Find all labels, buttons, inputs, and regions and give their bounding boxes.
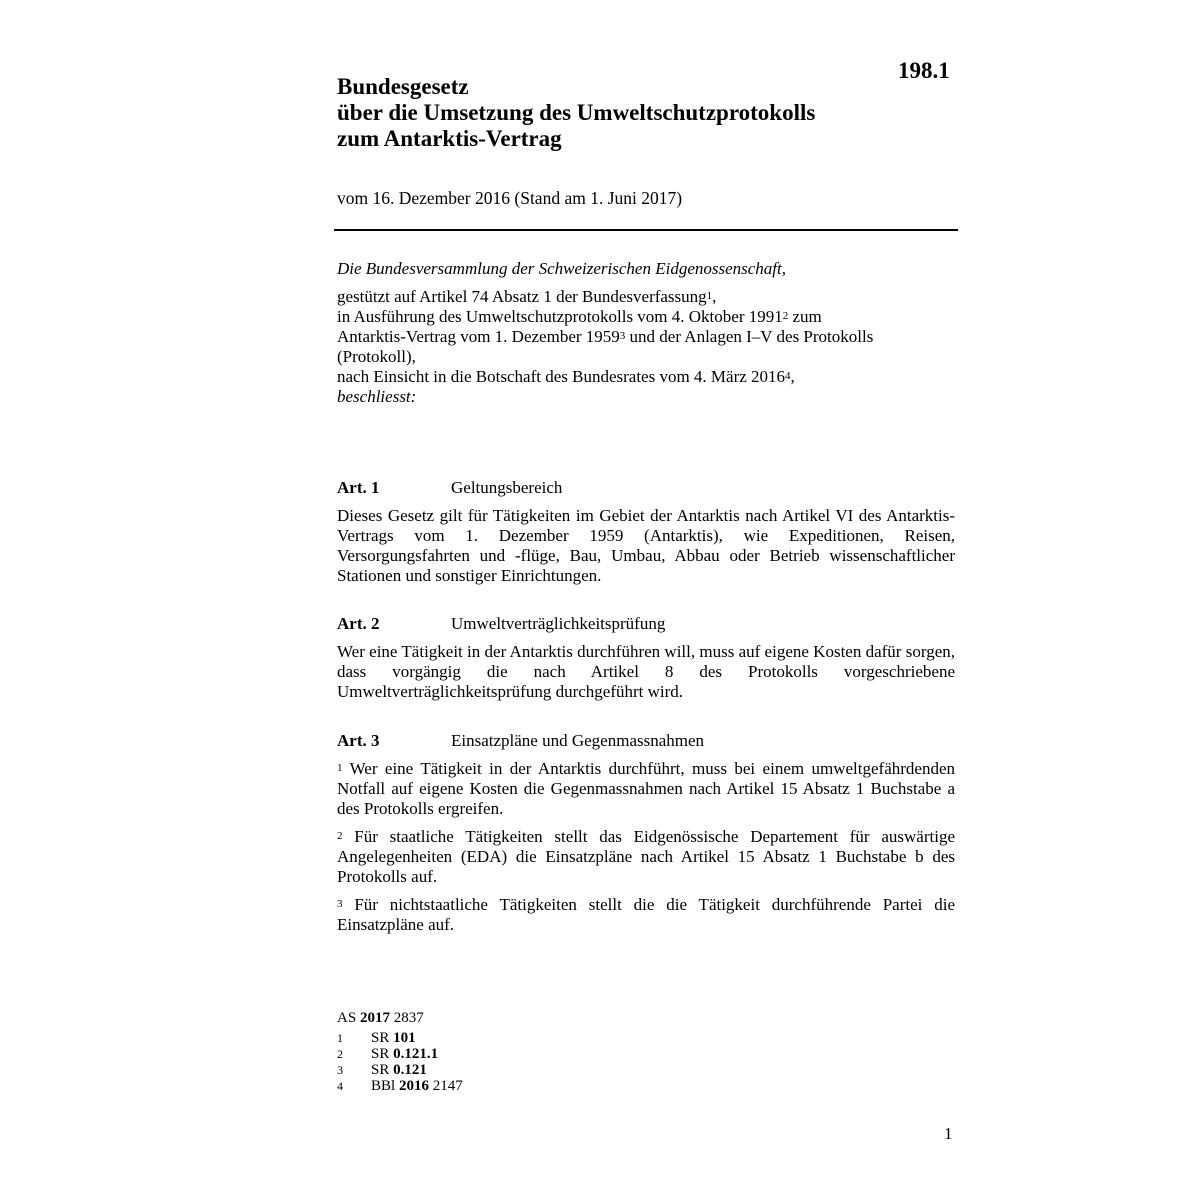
preamble-text: gestützt auf Artikel 74 Absatz 1 der Bundesverfassung bbox=[337, 287, 707, 306]
preamble-decides: beschliesst: bbox=[337, 387, 417, 406]
footnotes bbox=[337, 1010, 463, 1094]
paragraph-text: Für staatliche Tätigkeiten stellt das Eidgenössische Departement für auswärtige Angelegenheiten (EDA) die Einsatzpläne nach Artikel 15 Absatz 1 Buchstabe b des Protokolls auf. bbox=[337, 827, 955, 886]
article-paragraph bbox=[337, 895, 955, 935]
article-paragraph bbox=[337, 827, 955, 887]
paragraph-text: Für nichtstaatliche Tätigkeiten stellt die die Tätigkeit durchführende Partei die Einsatzpläne auf. bbox=[337, 895, 955, 934]
preamble-line: (Protokoll), bbox=[337, 347, 416, 366]
footnote-bold: 0.121.1 bbox=[393, 1046, 439, 1062]
preamble-line bbox=[337, 307, 957, 327]
article-body: Wer eine Tätigkeit in der Antarktis durchführen will, muss auf eigene Kosten dafür sorgen, dass vorgängig die nach Artikel 8 des Protokolls vorgeschriebene Umweltverträglichkeitsprüfung durchgeführt wird. bbox=[337, 642, 955, 701]
ref-year: 2017 bbox=[359, 1010, 390, 1026]
footnote-bold: 0.121 bbox=[393, 1062, 427, 1078]
footnote-prefix: BBl bbox=[371, 1078, 399, 1094]
footnote-ref: 2 bbox=[782, 310, 789, 322]
preamble bbox=[337, 259, 957, 407]
footnote-ref: 3 bbox=[619, 330, 626, 342]
preamble-text: und der Anlagen I–V des Protokolls bbox=[625, 327, 874, 346]
preamble-text: nach Einsicht in die Botschaft des Bundesrates vom 4. März 2016 bbox=[337, 367, 786, 386]
article-title: Umweltverträglichkeitsprüfung bbox=[451, 614, 666, 633]
footnote-ref: 4 bbox=[785, 370, 791, 382]
sr-number: 198.1 bbox=[898, 58, 950, 83]
preamble-text: Antarktis-Vertrag vom 1. Dezember 1959 bbox=[337, 327, 620, 346]
article-paragraph bbox=[337, 759, 955, 819]
preamble-issuer: Die Bundesversammlung der Schweizerischen Eidgenossenschaft, bbox=[337, 259, 786, 278]
footnote-ref: 1 bbox=[706, 290, 713, 302]
article-heading bbox=[337, 731, 955, 751]
article-number: Art. 2 bbox=[337, 614, 380, 633]
title-line: über die Umsetzung des Umweltschutzprotokolls bbox=[337, 100, 816, 125]
article-title: Geltungsbereich bbox=[451, 478, 563, 497]
footnote-bold: 101 bbox=[393, 1030, 416, 1046]
footnote-prefix: SR bbox=[371, 1030, 394, 1046]
paragraph-number: 3 bbox=[337, 898, 343, 910]
page-number: 1 bbox=[944, 1124, 953, 1143]
footnote-suffix: 2147 bbox=[428, 1078, 463, 1094]
footnote-number: 1 bbox=[337, 1031, 343, 1045]
footnote-number: 4 bbox=[337, 1079, 343, 1093]
preamble-line bbox=[337, 287, 957, 307]
footnote-item bbox=[337, 1046, 463, 1062]
article-heading bbox=[337, 478, 955, 498]
article-number: Art. 1 bbox=[337, 478, 380, 497]
article-1 bbox=[337, 478, 955, 586]
law-title bbox=[337, 74, 815, 152]
article-number: Art. 3 bbox=[337, 731, 380, 750]
footnote-item bbox=[337, 1030, 463, 1046]
footnote-prefix: SR bbox=[371, 1046, 394, 1062]
date-line: vom 16. Dezember 2016 (Stand am 1. Juni 2017) bbox=[337, 188, 683, 208]
footnote-number: 3 bbox=[337, 1063, 343, 1077]
paragraph-number: 2 bbox=[337, 830, 343, 842]
preamble-line bbox=[337, 327, 957, 347]
official-collection-ref bbox=[337, 1010, 463, 1026]
title-line: Bundesgesetz bbox=[337, 74, 469, 99]
title-line: zum Antarktis-Vertrag bbox=[337, 126, 562, 151]
article-heading bbox=[337, 614, 955, 634]
preamble-line bbox=[337, 367, 957, 387]
article-2 bbox=[337, 614, 955, 702]
footnote-item bbox=[337, 1078, 463, 1094]
preamble-text: in Ausführung des Umweltschutzprotokolls vom 4. Oktober 1991 bbox=[337, 307, 783, 326]
footnote-number: 2 bbox=[337, 1047, 343, 1061]
preamble-text: , bbox=[790, 367, 795, 386]
paragraph-number: 1 bbox=[337, 762, 343, 774]
article-body: Dieses Gesetz gilt für Tätigkeiten im Gebiet der Antarktis nach Artikel VI des Antarktis-Vertrags vom 1. Dezember 1959 (Antarktis), wie Expeditionen, Reisen, Versorgungsfahrten und -flüge, Bau, Umbau, Abbau oder Betrieb wissenschaftlicher Stationen und sonstiger Einrichtungen. bbox=[337, 506, 955, 585]
ref-prefix: AS bbox=[337, 1010, 360, 1026]
article-3 bbox=[337, 731, 955, 935]
ref-page: 2837 bbox=[389, 1010, 424, 1026]
paragraph-text: Wer eine Tätigkeit in der Antarktis durchführt, muss bei einem umweltgefährdenden Notfall auf eigene Kosten die Gegenmassnahmen nach Artikel 15 Absatz 1 Buchstabe a des Protokolls ergreifen. bbox=[337, 759, 955, 818]
preamble-text: , bbox=[712, 287, 717, 306]
footnote-bold: 2016 bbox=[398, 1078, 429, 1094]
article-title: Einsatzpläne und Gegenmassnahmen bbox=[451, 731, 705, 750]
footnote-item bbox=[337, 1062, 463, 1078]
header-divider bbox=[334, 229, 958, 231]
preamble-text: zum bbox=[788, 307, 822, 326]
footnote-prefix: SR bbox=[371, 1062, 394, 1078]
